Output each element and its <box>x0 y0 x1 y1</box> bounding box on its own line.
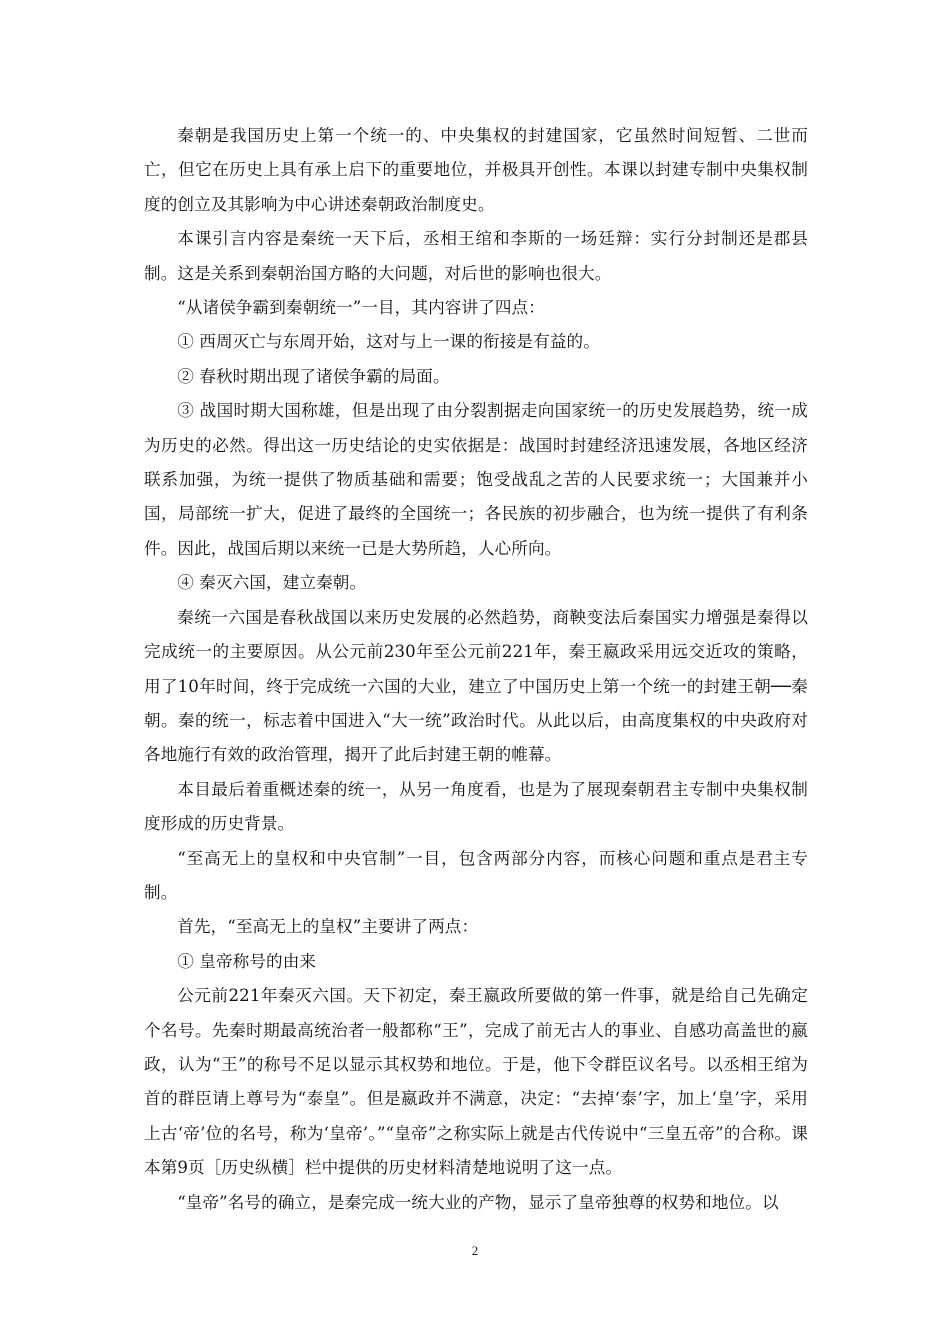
list-item-3: ③ 战国时期大国称雄，但是出现了由分裂割据走向国家统一的历史发展趋势，统一成为历史的必然。得出这一历史结论的史实依据是：战国时封建经济迅速发展，各地区经济联系加强，为统一提供了物质基础和需要；饱受战乱之苦的人民要求统一；大国兼并小国，局部统一扩大，促进了最终的全国统一；各民族的初步融合，也为统一提供了有利条件。因此，战国后期以来统一已是大势所趋，人心所向。 <box>144 401 808 558</box>
paragraph-emperor-significance: “皇帝”名号的确立，是秦完成一统大业的产物，显示了皇帝独尊的权势和地位。以 <box>177 1192 779 1212</box>
paragraph-preface: 本课引言内容是秦统一天下后，丞相王绾和李斯的一场廷辩：实行分封制还是郡县制。这是关系到秦朝治国方略的大问题，对后世的影响也很大。 <box>144 229 808 283</box>
paragraph-intro: 秦朝是我国历史上第一个统一的、中央集权的封建国家，它虽然时间短暂、二世而亡，但它在历史上具有承上启下的重要地位，并极具开创性。本课以封建专制中央集权制度的创立及其影响为中心讲述秦朝政治制度史。 <box>144 126 808 214</box>
list-item-2: ② 春秋时期出现了诸侯争霸的局面。 <box>177 366 450 386</box>
paragraph-section-heading-2: “至高无上的皇权和中央官制”一目，包含两部分内容，而核心问题和重点是君主专制。 <box>144 848 808 902</box>
body-text <box>144 119 808 1220</box>
list-item-emperor-title: ① 皇帝称号的由来 <box>177 951 317 971</box>
paragraph-first-point: 首先，“至高无上的皇权”主要讲了两点： <box>177 917 479 937</box>
paragraph-section-heading: “从诸侯争霸到秦朝统一”一目，其内容讲了四点： <box>177 298 545 318</box>
page-number: 2 <box>471 1243 479 1258</box>
paragraph-emperor-origin: 公元前221年秦灭六国。天下初定，秦王嬴政所要做的第一件事，就是给自己先确定个名号。先秦时期最高统治者一般都称“王”，完成了前无古人的事业、自感功高盖世的嬴政，认为“王”的称号不足以显示其权势和地位。于是，他下令群臣议名号。以丞相王绾为首的群臣请上尊号为“泰皇”。但是嬴政并不满意，决定：“去掉‘泰’字，加上‘皇’字，采用上古‘帝’位的名号，称为‘皇帝’。”“皇帝”之称实际上就是古代传说中“三皇五帝”的合称。课本第9页［历史纵横］栏中提供的历史材料清楚地说明了这一点。 <box>144 986 808 1178</box>
list-item-4: ④ 秦灭六国，建立秦朝。 <box>177 573 367 593</box>
list-item-1: ① 西周灭亡与东周开始，这对与上一课的衔接是有益的。 <box>177 332 600 352</box>
paragraph-unification: 秦统一六国是春秋战国以来历史发展的必然趋势，商鞅变法后秦国实力增强是秦得以完成统一的主要原因。从公元前230年至公元前221年，秦王嬴政采用远交近攻的策略，用了10年时间，终于完成统一六国的大业，建立了中国历史上第一个统一的封建王朝──秦朝。秦的统一，标志着中国进入“大一统”政治时代。从此以后，由高度集权的中央政府对各地施行有效的政治管理，揭开了此后封建王朝的帷幕。 <box>144 607 808 765</box>
paragraph-summary: 本目最后着重概述秦的统一，从另一角度看，也是为了展现秦朝君主专制中央集权制度形成的历史背景。 <box>144 779 808 834</box>
